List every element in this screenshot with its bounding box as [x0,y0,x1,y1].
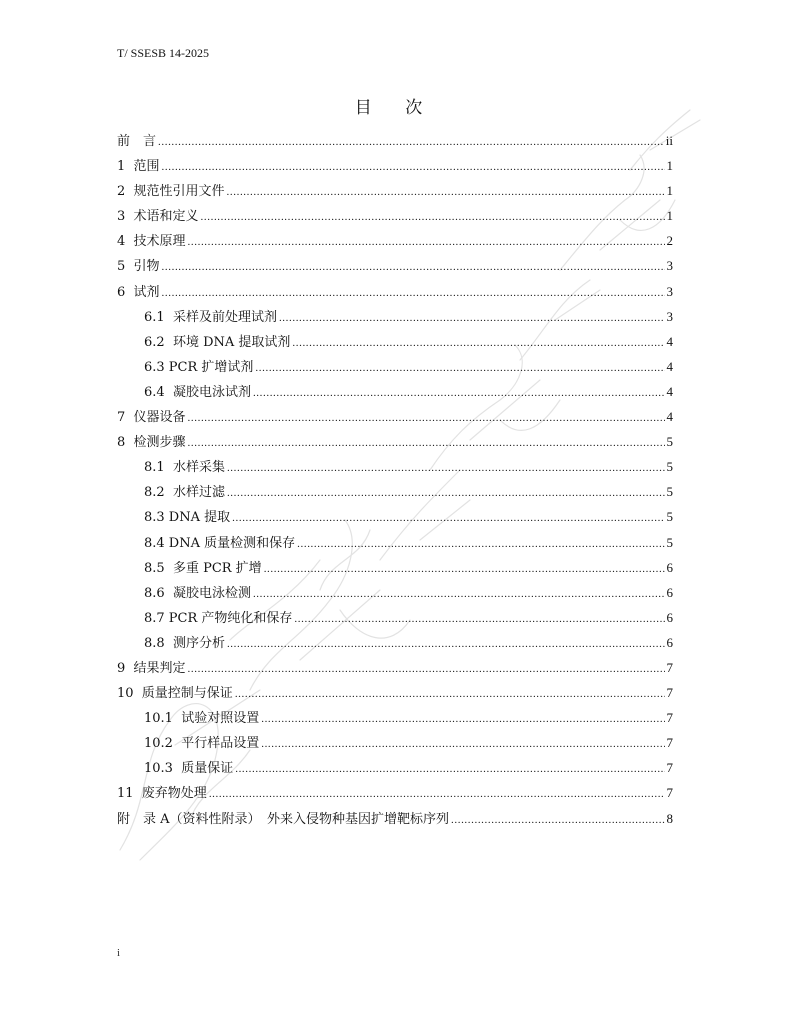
toc-leader-dots [162,281,665,306]
toc-entry[interactable] [117,128,673,153]
toc-leader-dots [162,155,665,180]
toc-entry-label: 6.1 采样及前处理试剂 [144,309,277,325]
toc-entry-page: 4 [666,383,673,399]
toc-entry-page: 7 [666,710,673,726]
toc-entry-label: 4 技术原理 [117,234,186,250]
toc-entry[interactable] [117,253,673,278]
toc-entry[interactable] [117,630,673,655]
toc-entry-page: ii [665,133,673,148]
toc-entry-label: 6.4 凝胶电泳试剂 [144,384,251,400]
toc-entry-page: 7 [666,785,673,801]
toc-entry[interactable] [117,354,673,379]
toc-entry-label: 附 录 A（资料性附录） 外来入侵物种基因扩增靶标序列 [117,811,450,827]
toc-entry-page: 3 [666,258,673,274]
toc-entry-label: 1 范围 [117,159,160,175]
toc-entry-label: 8.4 DNA 质量检测和保存 [144,535,296,551]
toc-entry-page: 5 [666,459,673,475]
toc-leader-dots [227,456,665,481]
toc-entry-page: 6 [666,559,673,575]
toc-entry-label: 10.3 质量保证 [144,761,234,777]
toc-entry-label: 10.2 平行样品设置 [144,736,260,752]
toc-leader-dots [227,481,665,506]
toc-entry-label: 6.2 环境 DNA 提取试剂 [144,334,291,350]
toc-entry-label: 9 结果判定 [117,660,186,676]
toc-entry-label: 7 仪器设备 [117,410,186,426]
toc-leader-dots [188,406,665,431]
toc-entry[interactable] [117,178,673,203]
page-title: 目 次 [354,98,437,118]
toc-entry-label: 8.7 PCR 产物纯化和保存 [144,610,293,626]
toc-entry-label: 8.8 测序分析 [144,635,225,651]
toc-entry-label: 6.3 PCR 扩增试剂 [144,359,254,375]
toc-entry[interactable] [117,454,673,479]
toc-entry[interactable] [117,755,673,780]
toc-entry-page: 8 [666,810,673,826]
toc-leader-dots [253,582,665,607]
toc-entry-label: 8.2 水样过滤 [144,485,225,501]
toc-entry[interactable] [117,780,673,805]
toc-entry[interactable] [117,605,673,630]
toc-entry-label: 8.1 水样采集 [144,460,225,476]
toc-entry-page: 3 [666,308,673,324]
standard-code: T/ SSESB 14-2025 [117,46,210,60]
toc-entry[interactable] [117,705,673,730]
toc-entry[interactable] [117,680,673,705]
toc-leader-dots [255,356,664,381]
toc-entry-label: 8.3 DNA 提取 [144,510,231,526]
toc-entry-page: 1 [666,183,673,199]
table-of-contents [117,128,673,831]
toc-entry[interactable] [117,279,673,304]
toc-entry[interactable] [117,730,673,755]
toc-entry[interactable] [117,228,673,253]
toc-entry[interactable] [117,429,673,454]
page-number: i [117,947,121,959]
toc-entry-label: 8.6 凝胶电泳检测 [144,585,251,601]
toc-entry-label: 3 术语和定义 [117,209,199,225]
toc-leader-dots [451,808,664,833]
toc-leader-dots [279,306,665,331]
toc-leader-dots [227,180,665,205]
toc-entry[interactable] [117,329,673,354]
toc-entry[interactable] [117,479,673,504]
toc-entry-page: 5 [666,509,673,525]
toc-leader-dots [253,381,665,406]
toc-leader-dots [188,431,665,456]
toc-entry-label: 10 质量控制与保证 [117,686,233,702]
toc-entry-page: 1 [666,158,673,174]
toc-leader-dots [158,130,664,155]
toc-entry-label: 5 引物 [117,259,160,275]
toc-leader-dots [261,707,664,732]
toc-leader-dots [294,607,664,632]
toc-entry[interactable] [117,530,673,555]
toc-entry-page: 3 [666,283,673,299]
toc-entry-page: 5 [666,434,673,450]
toc-leader-dots [162,255,665,280]
toc-leader-dots [232,506,664,531]
toc-leader-dots [201,205,665,230]
toc-entry[interactable] [117,555,673,580]
toc-entry-page: 6 [666,584,673,600]
toc-entry-label: 2 规范性引用文件 [117,184,225,200]
toc-leader-dots [235,682,665,707]
toc-entry-label: 10.1 试验对照设置 [144,711,260,727]
toc-entry-page: 2 [666,233,673,249]
toc-leader-dots [188,657,665,682]
toc-entry[interactable] [117,404,673,429]
toc-leader-dots [264,557,665,582]
toc-entry-page: 5 [666,484,673,500]
toc-entry-page: 4 [666,333,673,349]
toc-entry-page: 6 [666,609,673,625]
toc-entry-label: 6 试剂 [117,284,160,300]
toc-leader-dots [209,782,665,807]
toc-entry[interactable] [117,504,673,529]
toc-leader-dots [235,757,664,782]
toc-entry-page: 4 [666,409,673,425]
toc-entry-label: 8 检测步骤 [117,435,186,451]
toc-leader-dots [261,732,664,757]
toc-entry[interactable] [117,655,673,680]
toc-entry-page: 5 [666,534,673,550]
toc-entry-label: 8.5 多重 PCR 扩增 [144,560,262,576]
toc-entry-page: 6 [666,634,673,650]
toc-entry[interactable] [117,580,673,605]
toc-entry-page: 7 [666,735,673,751]
toc-entry-page: 7 [666,685,673,701]
toc-entry[interactable] [117,304,673,329]
toc-entry[interactable] [117,153,673,178]
toc-leader-dots [227,632,665,657]
toc-entry-label: 11 废弃物处理 [117,786,207,802]
toc-entry-page: 4 [666,358,673,374]
toc-entry-label: 前 言 [117,134,157,149]
toc-entry-page: 1 [666,208,673,224]
toc-entry[interactable] [117,203,673,228]
toc-entry-page: 7 [666,760,673,776]
toc-leader-dots [297,532,664,557]
toc-leader-dots [188,230,665,255]
toc-entry-page: 7 [666,659,673,675]
toc-leader-dots [292,331,664,356]
toc-entry[interactable] [117,806,673,831]
toc-entry[interactable] [117,379,673,404]
